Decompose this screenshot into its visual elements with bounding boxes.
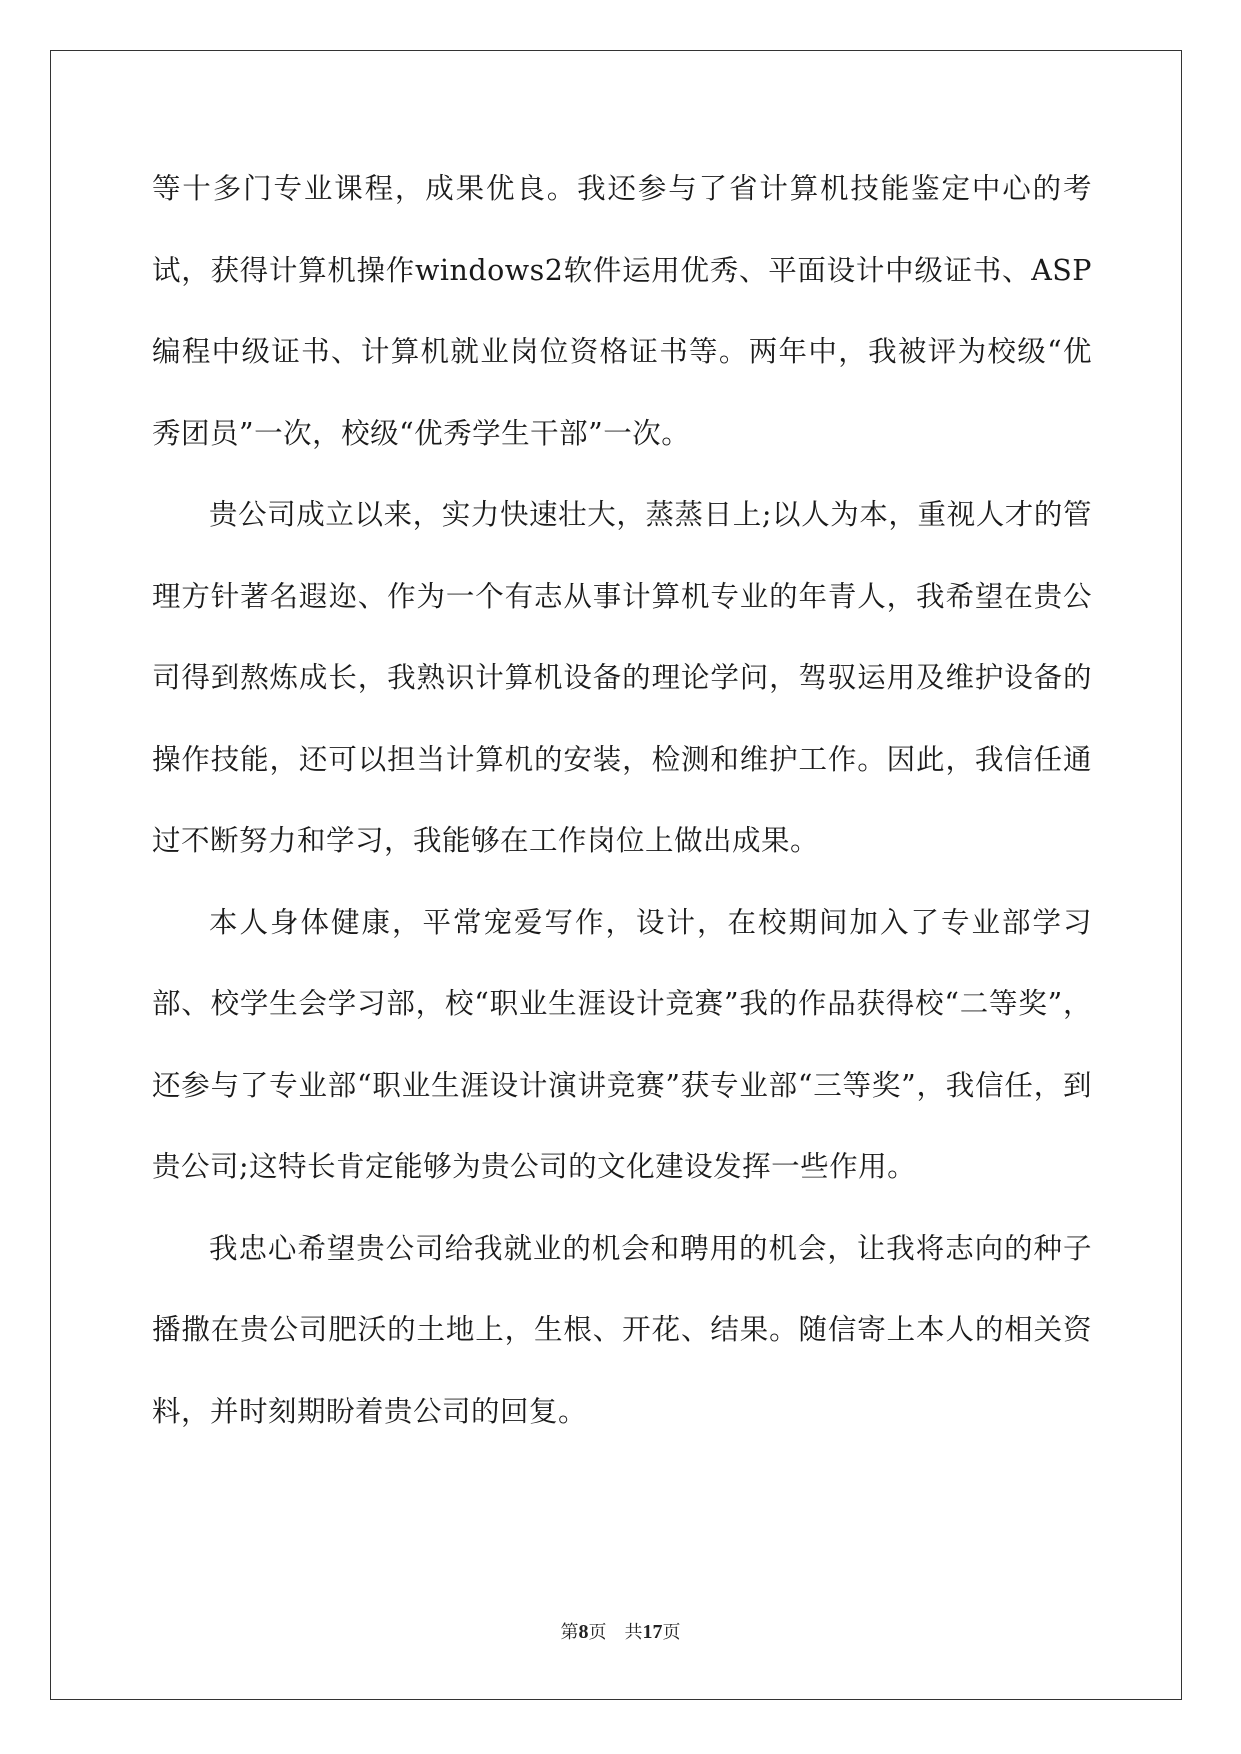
page-suffix: 页 — [588, 1622, 607, 1643]
paragraph-3: 本人身体健康，平常宠爱写作，设计，在校期间加入了专业部学习部、校学生会学习部，校“职业生涯设计竞赛”我的作品获得校“二等奖”，还参与了专业部“职业生涯设计演讲竞赛”获专业部“三等奖”，我信任，到贵公司;这特长肯定能够为贵公司的文化建设发挥一些作用。 — [152, 905, 1092, 1183]
paragraph-2: 贵公司成立以来，实力快速壮大，蒸蒸日上;以人为本，重视人才的管理方针著名遐迩、作为一个有志从事计算机专业的年青人，我希望在贵公司得到熬炼成长，我熟识计算机设备的理论学问，驾驭运用及维护设备的操作技能，还可以担当计算机的安装，检测和维护工作。因此，我信任通过不断努力和学习，我能够在工作岗位上做出成果。 — [152, 498, 1092, 857]
total-suffix: 页 — [662, 1622, 681, 1643]
total-prefix: 共 — [624, 1622, 643, 1643]
page-number: 8 — [578, 1621, 589, 1643]
total-pages: 17 — [642, 1621, 663, 1643]
paragraph-4: 我忠心希望贵公司给我就业的机会和聘用的机会，让我将志向的种子播撒在贵公司肥沃的土地上，生根、开花、结果。随信寄上本人的相关资料，并时刻期盼着贵公司的回复。 — [152, 1231, 1092, 1428]
document-body — [152, 148, 1092, 1452]
page-prefix: 第 — [560, 1622, 579, 1643]
page-footer — [0, 1618, 1241, 1644]
paragraph-1: 等十多门专业课程，成果优良。我还参与了省计算机技能鉴定中心的考试，获得计算机操作windows2软件运用优秀、平面设计中级证书、ASP编程中级证书、计算机就业岗位资格证书等。两年中，我被评为校级“优秀团员”一次，校级“优秀学生干部”一次。 — [152, 172, 1092, 450]
